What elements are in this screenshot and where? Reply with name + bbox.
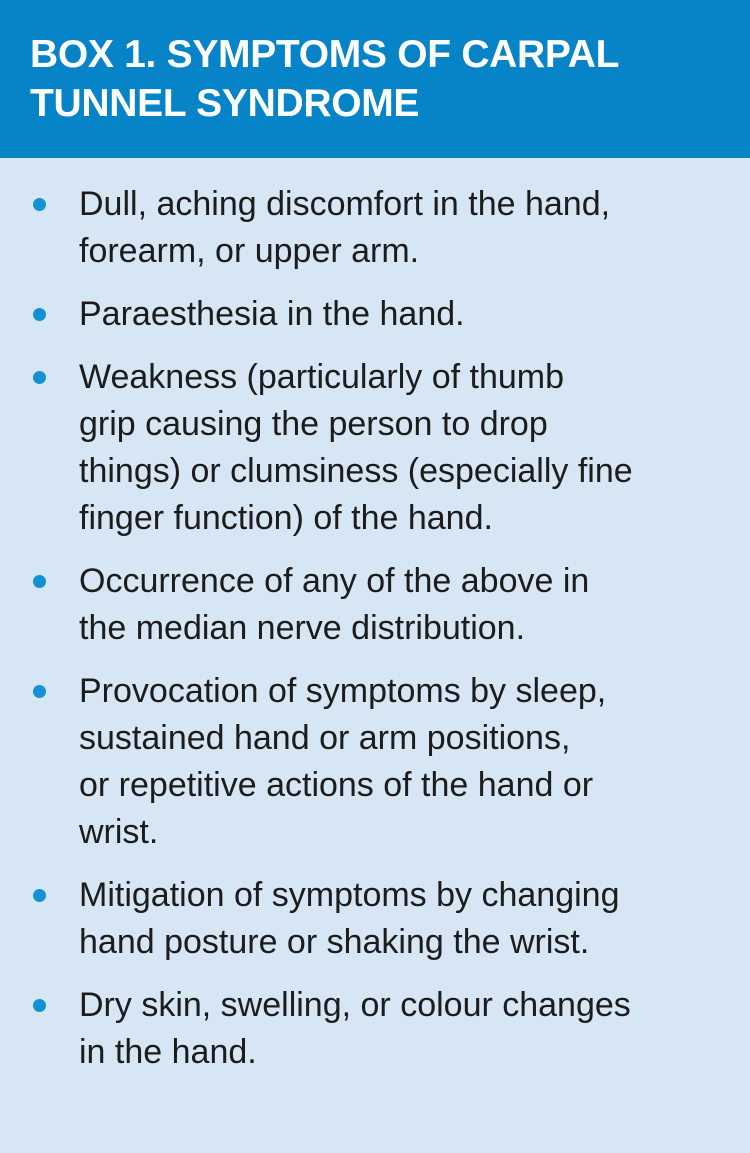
bullet-icon [33, 198, 46, 211]
box-title: BOX 1. SYMPTOMS OF CARPAL TUNNEL SYNDROME [30, 33, 620, 125]
list-item [0, 872, 750, 966]
symptom-text: Dry skin, swelling, or colour changes in the hand. [79, 986, 631, 1071]
list-item [0, 558, 750, 652]
symptom-text: Provocation of symptoms by sleep, sustained hand or arm positions, or repetitive actions of the hand or wrist. [79, 672, 607, 851]
symptom-text: Paraesthesia in the hand. [79, 295, 465, 333]
box-header [0, 0, 750, 158]
bullet-icon [33, 308, 46, 321]
list-item [0, 181, 750, 275]
bullet-icon [33, 999, 46, 1012]
symptom-text: Weakness (particularly of thumb grip causing the person to drop things) or clumsiness (especially fine finger function) of the hand. [79, 358, 633, 537]
symptom-list [0, 181, 750, 1092]
list-item [0, 982, 750, 1076]
symptom-text: Occurrence of any of the above in the median nerve distribution. [79, 562, 590, 647]
bullet-icon [33, 685, 46, 698]
list-item [0, 354, 750, 542]
symptom-text: Dull, aching discomfort in the hand, forearm, or upper arm. [79, 185, 611, 270]
list-item [0, 668, 750, 856]
symptom-text: Mitigation of symptoms by changing hand posture or shaking the wrist. [79, 876, 620, 961]
bullet-icon [33, 371, 46, 384]
list-item [0, 291, 750, 338]
bullet-icon [33, 889, 46, 902]
bullet-icon [33, 575, 46, 588]
